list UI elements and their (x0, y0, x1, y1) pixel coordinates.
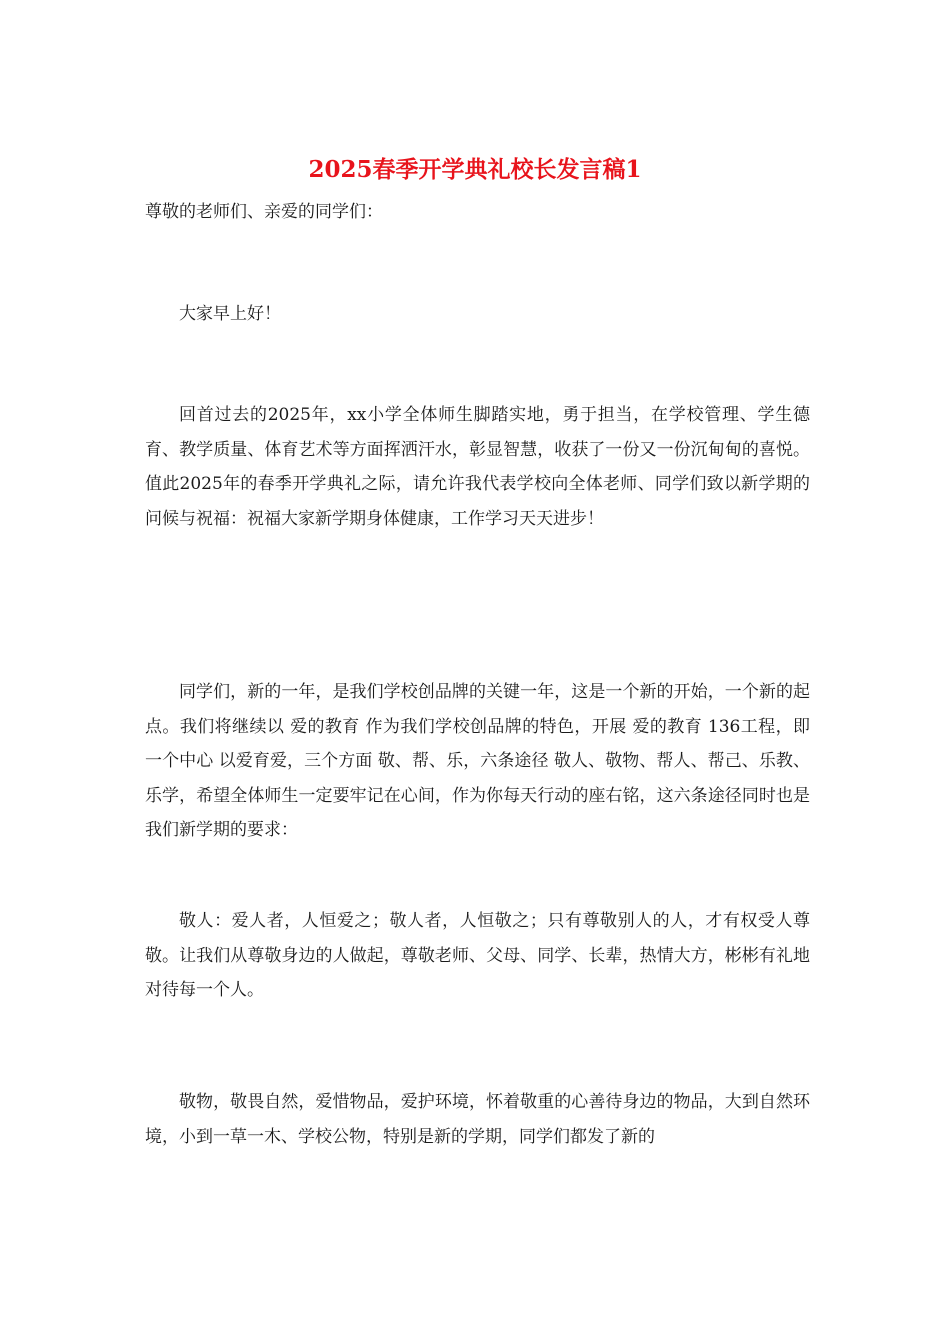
paragraph-4: 敬人：爱人者，人恒爱之；敬人者，人恒敬之；只有尊敬别人的人，才有权受人尊敬。让我们从尊敬身边的人做起，尊敬老师、父母、同学、长辈，热情大方，彬彬有礼地对待每一个人。 (145, 911, 810, 1000)
greeting-line: 尊敬的老师们、亲爱的同学们： (145, 202, 383, 222)
paragraph-2: 回首过去的2025年，xx小学全体师生脚踏实地，勇于担当，在学校管理、学生德育、教学质量、体育艺术等方面挥洒汗水，彰显智慧，收获了一份又一份沉甸甸的喜悦。值此2025年的春季开学典礼之际，请允许我代表学校向全体老师、同学们致以新学期的问候与祝福：祝福大家新学期身体健康，工作学习天天进步！ (145, 405, 810, 529)
paragraph-5: 敬物，敬畏自然，爱惜物品，爱护环境，怀着敬重的心善待身边的物品，大到自然环境，小到一草一木、学校公物，特别是新的学期，同学们都发了新的 (145, 1092, 810, 1147)
document-title: 2025春季开学典礼校长发言稿1 (308, 156, 642, 183)
paragraph-3: 同学们，新的一年，是我们学校创品牌的关键一年，这是一个新的开始，一个新的起点。我们将继续以 爱的教育 作为我们学校创品牌的特色，开展 爱的教育 136工程，即一个中心 以爱育爱，三个方面 敬、帮、乐，六条途径 敬人、敬物、帮人、帮己、乐教、乐学，希望全体师生一定要牢记在心间，作为你每天行动的座右铭，这六条途径同时也是我们新学期的要求： (145, 682, 810, 840)
paragraph-1: 大家早上好！ (179, 304, 281, 324)
